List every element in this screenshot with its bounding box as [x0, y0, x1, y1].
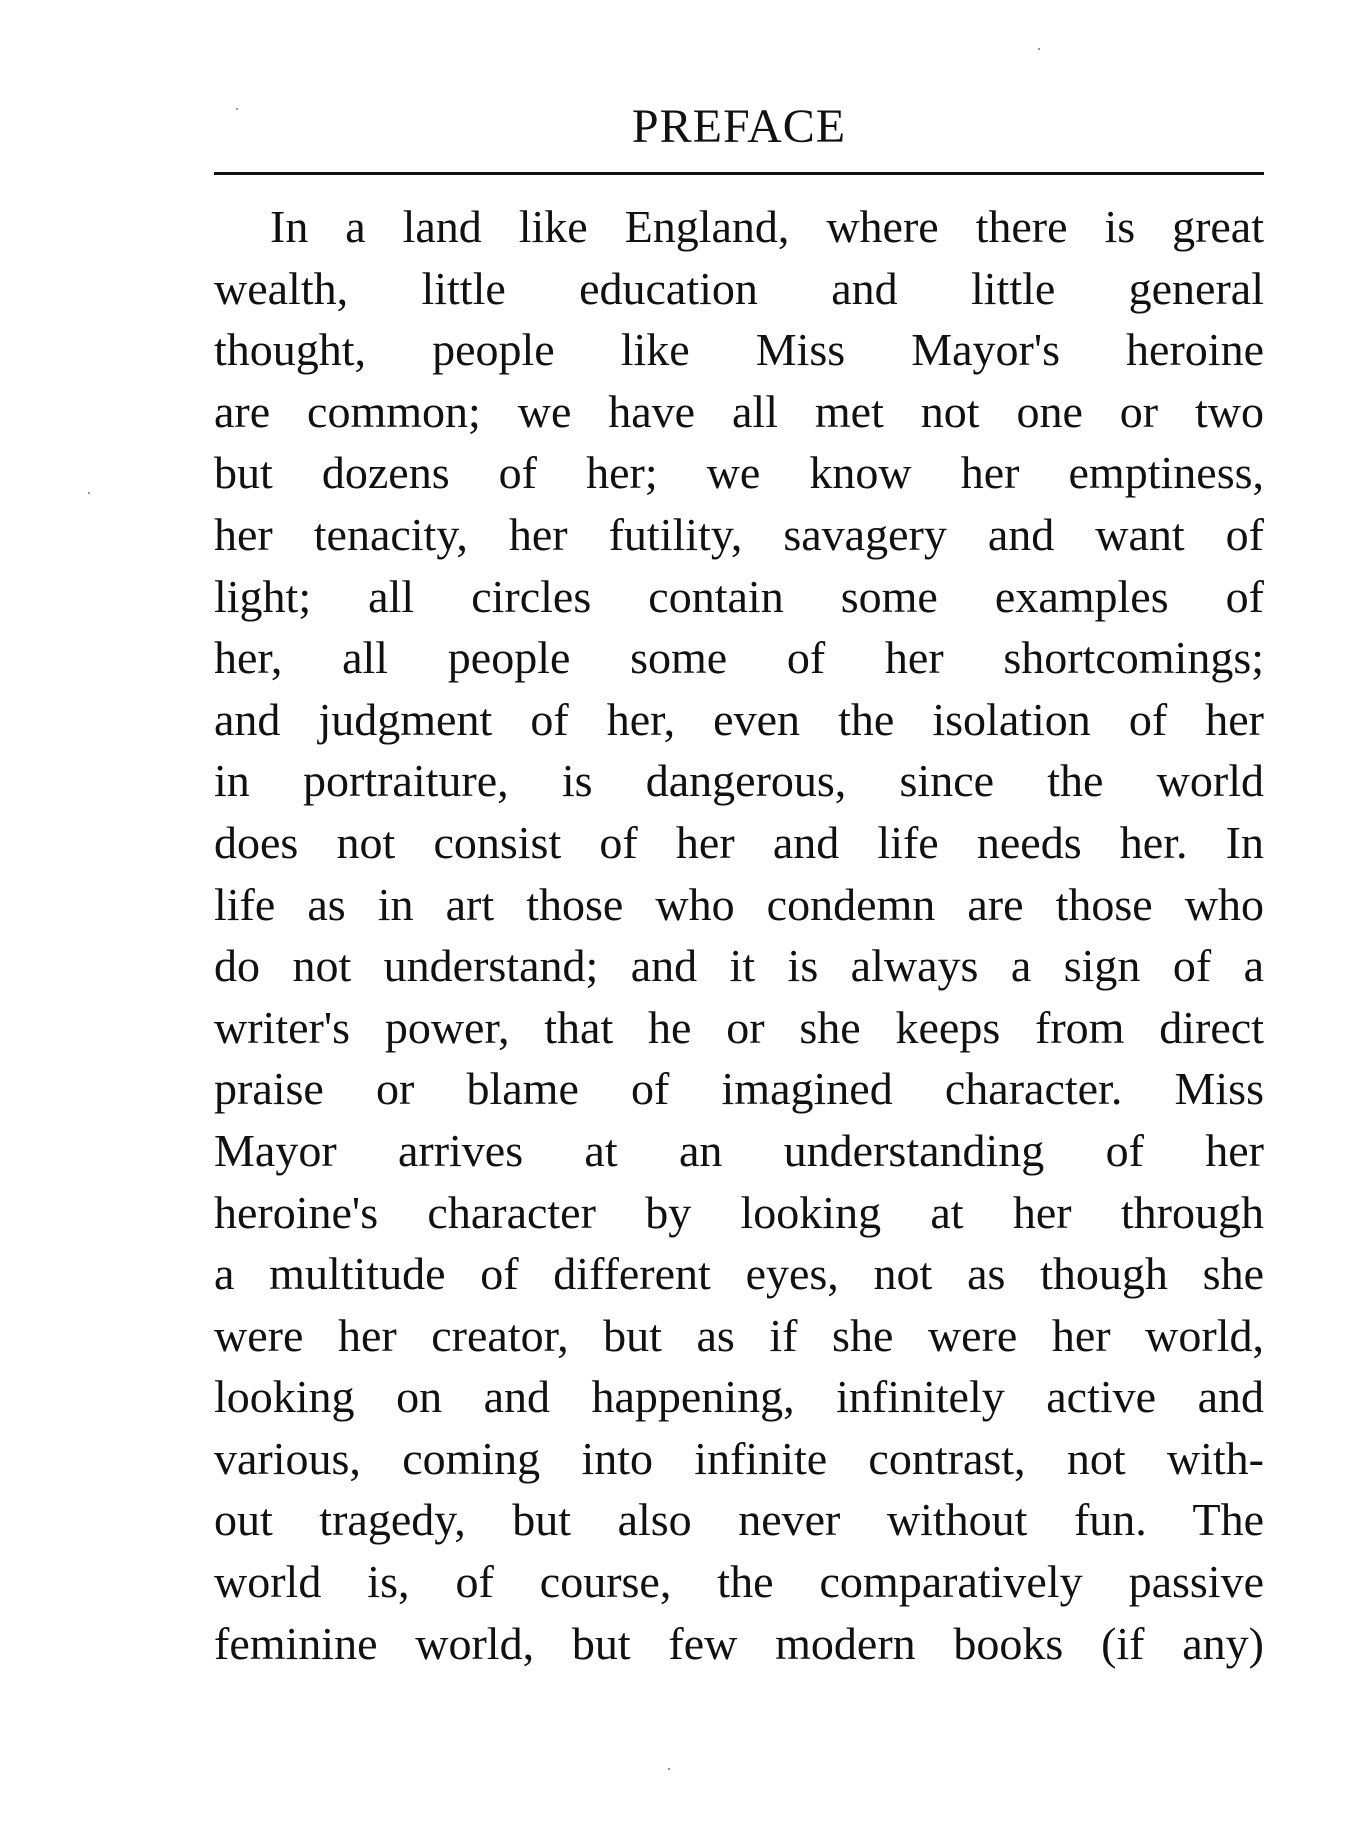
text-line: but dozens of her; we know her emptiness,: [214, 447, 1264, 499]
text-line: a multitude of different eyes, not as though she: [214, 1248, 1264, 1300]
running-head: PREFACE: [631, 100, 847, 153]
text-line: does not consist of her and life needs her. In: [214, 816, 1264, 868]
text-line: heroine's character by looking at her through: [214, 1186, 1264, 1238]
preface-body-text: [214, 196, 1264, 1674]
text-line: were her creator, but as if she were her world,: [214, 1309, 1264, 1361]
text-line: Mayor arrives at an understanding of her: [214, 1124, 1264, 1176]
text-line: praise or blame of imagined character. Miss: [214, 1063, 1264, 1115]
text-line: writer's power, that he or she keeps from direct: [214, 1001, 1264, 1053]
scan-speck: [668, 1768, 670, 1770]
text-line: wealth, little education and little general: [214, 262, 1264, 314]
text-line: various, coming into infinite contrast, not with-: [214, 1432, 1264, 1484]
text-line: are common; we have all met not one or two: [214, 385, 1264, 437]
text-line: in portraiture, is dangerous, since the world: [214, 755, 1264, 807]
text-line: world is, of course, the comparatively passive: [214, 1556, 1264, 1608]
text-line: In a land like England, where there is great: [270, 201, 1264, 252]
text-line: do not understand; and it is always a sign of a: [214, 940, 1264, 992]
scan-speck: [1038, 48, 1040, 50]
text-line: out tragedy, but also never without fun. The: [214, 1494, 1264, 1546]
text-line: her tenacity, her futility, savagery and want of: [214, 508, 1264, 560]
text-line: thought, people like Miss Mayor's heroine: [214, 324, 1264, 376]
scan-speck: [236, 108, 238, 110]
text-line: life as in art those who condemn are those who: [214, 878, 1264, 930]
header-rule: [214, 172, 1264, 175]
text-line: looking on and happening, infinitely active and: [214, 1371, 1264, 1423]
text-line: feminine world, but few modern books (if any): [214, 1617, 1264, 1669]
scan-speck: [88, 492, 90, 494]
text-line: her, all people some of her shortcomings;: [214, 632, 1264, 684]
text-line: light; all circles contain some examples of: [214, 570, 1264, 622]
text-line: and judgment of her, even the isolation of her: [214, 693, 1264, 745]
